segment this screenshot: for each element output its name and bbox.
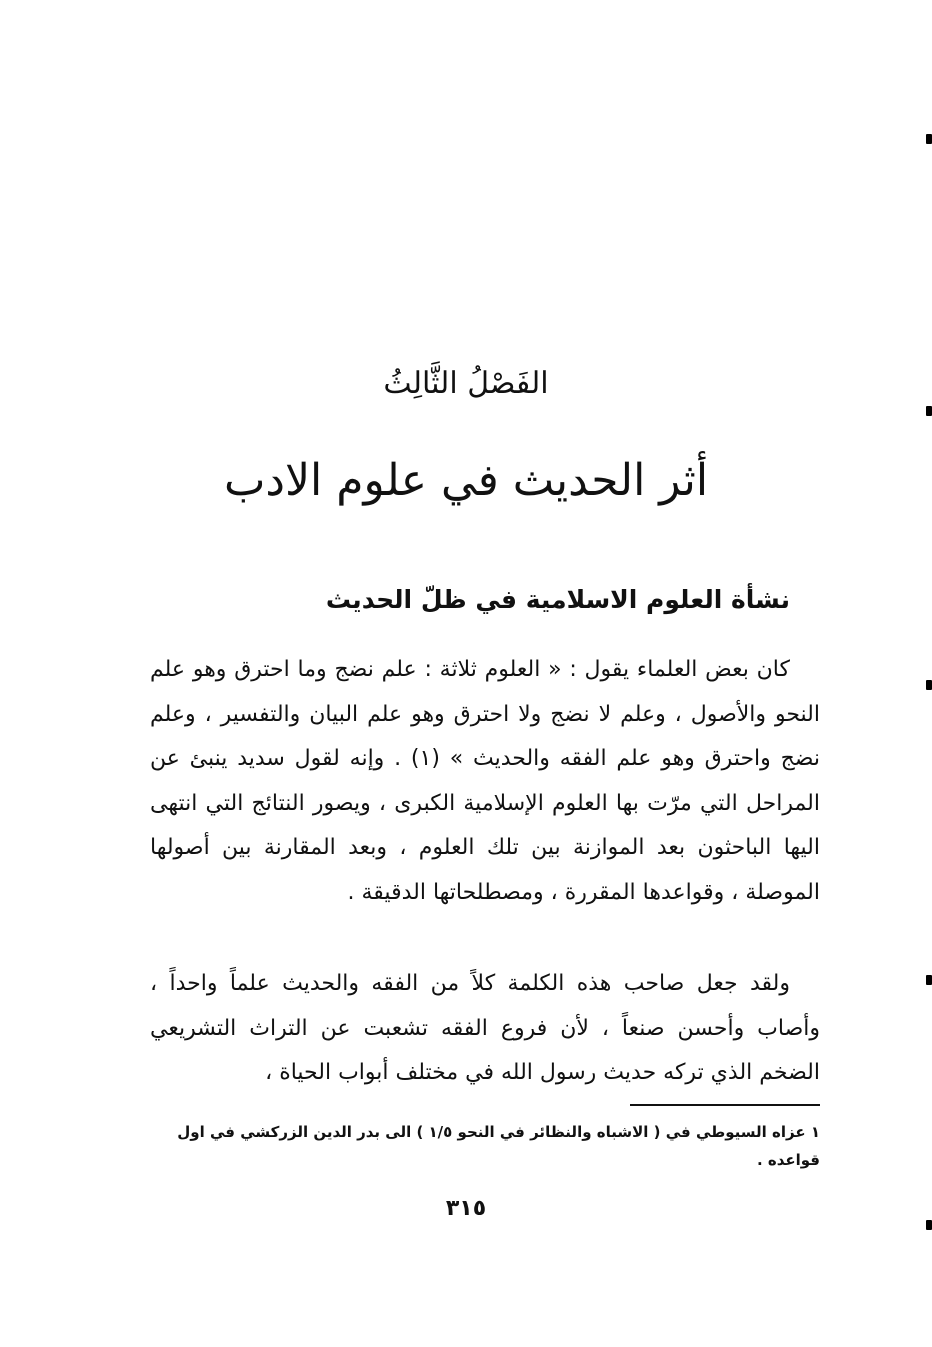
footnote-divider <box>630 1104 820 1106</box>
scan-mark <box>926 975 932 985</box>
scan-mark <box>926 680 932 690</box>
scan-mark <box>926 406 932 416</box>
section-heading: نشأة العلوم الاسلامية في ظلّ الحديث <box>325 585 790 614</box>
scan-mark <box>926 1220 932 1230</box>
page-number: ٣١٥ <box>445 1196 487 1221</box>
scan-mark <box>926 134 932 144</box>
chapter-label: الفَصْلُ الثَّالِثُ <box>383 366 549 401</box>
body-paragraph-1 <box>150 648 820 915</box>
footnote: ١ عزاه السيوطي في ( الاشباه والنظائر في النحو ١/٥ ) الى بدر الدين الزركشي في اول قواعده . <box>177 1123 820 1169</box>
body-paragraph-2 <box>150 962 820 1096</box>
chapter-title: أثر الحديث في علوم الادب <box>223 455 709 506</box>
paragraph-text: كان بعض العلماء يقول : « العلوم ثلاثة : علم نضج وما احترق وهو علم النحو والأصول ، وعلم لا نضج ولا احترق وهو علم البيان والتفسير ، وعلم نضج واحترق وهو علم الفقه والحديث » (١) . وإنه لقول سديد ينبئ عن المراحل التي مرّت بها العلوم الإسلامية الكبرى ، ويصور النتائج التي انتهى اليها الباحثون بعد الموازنة بين تلك العلوم ، وبعد المقارنة بين أصولها الموصلة ، وقواعدها المقررة ، ومصطلحاتها الدقيقة . <box>150 657 820 905</box>
paragraph-text: ولقد جعل صاحب هذه الكلمة كلاً من الفقه والحديث علماً واحداً ، وأصاب وأحسن صنعاً ، لأن فروع الفقه تشعبت عن التراث التشريعي الضخم الذي تركه حديث رسول الله في مختلف أبواب الحياة ، <box>150 971 820 1085</box>
